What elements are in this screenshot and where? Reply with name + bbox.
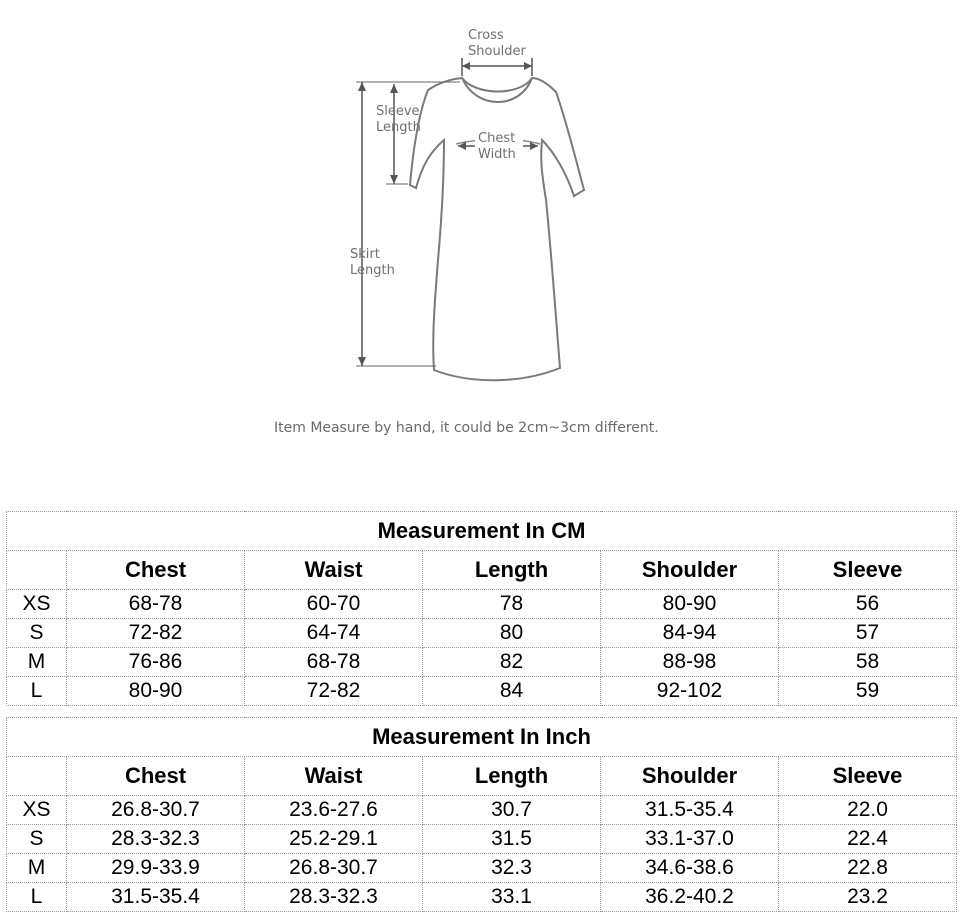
table-row (7, 825, 957, 854)
value-cell: 36.2-40.2 (601, 883, 779, 912)
dress-outline (410, 78, 584, 380)
chest-width-label-2: Width (478, 147, 516, 162)
table-header-row (7, 551, 957, 590)
value-cell: 23.2 (779, 883, 957, 912)
value-cell: 28.3-32.3 (67, 825, 245, 854)
value-cell: 82 (423, 648, 601, 677)
value-cell: 68-78 (67, 590, 245, 619)
measure-note: Item Measure by hand, it could be 2cm~3cm different. (274, 420, 659, 436)
header-cell: Chest (67, 551, 245, 590)
skirt-length-label-2: Length (350, 263, 395, 278)
value-cell: 64-74 (245, 619, 423, 648)
value-cell: 28.3-32.3 (245, 883, 423, 912)
skirt-length-label-1: Skirt (350, 247, 380, 262)
header-cell (7, 551, 67, 590)
size-cell: L (7, 883, 67, 912)
value-cell: 78 (423, 590, 601, 619)
header-cell: Sleeve (779, 551, 957, 590)
value-cell: 25.2-29.1 (245, 825, 423, 854)
value-cell: 30.7 (423, 796, 601, 825)
value-cell: 26.8-30.7 (245, 854, 423, 883)
value-cell: 56 (779, 590, 957, 619)
value-cell: 80-90 (67, 677, 245, 706)
table-row (7, 677, 957, 706)
sleeve-length-label-1: Sleeve (376, 104, 420, 119)
value-cell: 68-78 (245, 648, 423, 677)
value-cell: 59 (779, 677, 957, 706)
table-row (7, 883, 957, 912)
size-cell: XS (7, 796, 67, 825)
value-cell: 72-82 (245, 677, 423, 706)
value-cell: 76-86 (67, 648, 245, 677)
value-cell: 22.8 (779, 854, 957, 883)
table-row (7, 796, 957, 825)
value-cell: 31.5-35.4 (601, 796, 779, 825)
value-cell: 32.3 (423, 854, 601, 883)
header-cell: Length (423, 551, 601, 590)
size-cell: M (7, 854, 67, 883)
table-row (7, 854, 957, 883)
value-cell: 33.1 (423, 883, 601, 912)
cross-shoulder-label-2: Shoulder (468, 44, 526, 59)
header-cell: Shoulder (601, 757, 779, 796)
value-cell: 84 (423, 677, 601, 706)
value-cell: 92-102 (601, 677, 779, 706)
size-cell: L (7, 677, 67, 706)
value-cell: 26.8-30.7 (67, 796, 245, 825)
header-cell (7, 757, 67, 796)
cross-shoulder-label-1: Cross (468, 28, 504, 43)
value-cell: 80 (423, 619, 601, 648)
value-cell: 31.5 (423, 825, 601, 854)
value-cell: 34.6-38.6 (601, 854, 779, 883)
header-cell: Chest (67, 757, 245, 796)
value-cell: 29.9-33.9 (67, 854, 245, 883)
value-cell: 60-70 (245, 590, 423, 619)
value-cell: 23.6-27.6 (245, 796, 423, 825)
value-cell: 80-90 (601, 590, 779, 619)
measurement-table-inch (6, 717, 957, 912)
table-row (7, 590, 957, 619)
value-cell: 22.4 (779, 825, 957, 854)
measurement-table-cm (6, 511, 957, 706)
header-cell: Length (423, 757, 601, 796)
value-cell: 22.0 (779, 796, 957, 825)
chest-width-label-1: Chest (478, 131, 516, 146)
header-cell: Shoulder (601, 551, 779, 590)
value-cell: 57 (779, 619, 957, 648)
size-cell: XS (7, 590, 67, 619)
header-cell: Waist (245, 757, 423, 796)
sleeve-length-label-2: Length (376, 120, 421, 135)
table-row (7, 619, 957, 648)
table-row (7, 648, 957, 677)
size-cell: S (7, 619, 67, 648)
dress-neckline (462, 78, 532, 102)
table-title-row (7, 512, 957, 551)
value-cell: 31.5-35.4 (67, 883, 245, 912)
size-cell: S (7, 825, 67, 854)
value-cell: 72-82 (67, 619, 245, 648)
value-cell: 84-94 (601, 619, 779, 648)
value-cell: 33.1-37.0 (601, 825, 779, 854)
table-title: Measurement In CM (7, 512, 957, 551)
size-cell: M (7, 648, 67, 677)
table-title-row (7, 718, 957, 757)
header-cell: Sleeve (779, 757, 957, 796)
table-title: Measurement In Inch (7, 718, 957, 757)
value-cell: 58 (779, 648, 957, 677)
table-header-row (7, 757, 957, 796)
value-cell: 88-98 (601, 648, 779, 677)
header-cell: Waist (245, 551, 423, 590)
